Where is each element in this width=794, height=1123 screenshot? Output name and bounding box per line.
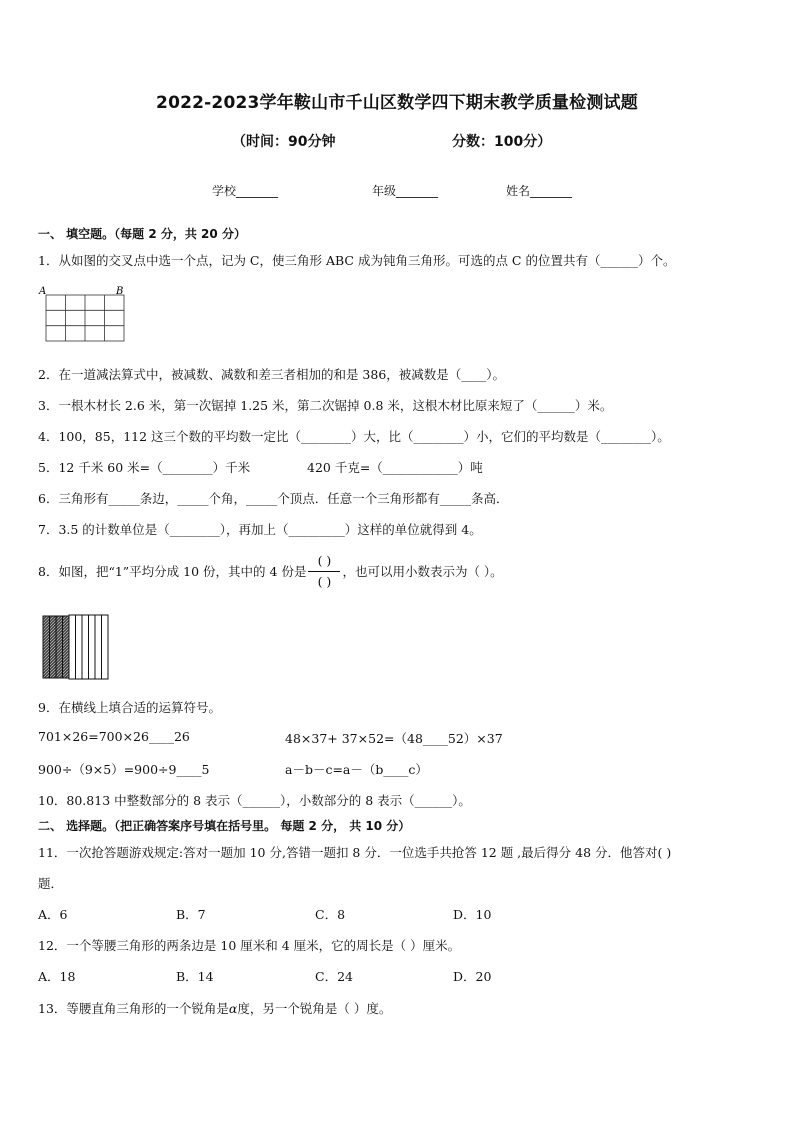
section-2-heading: 二、 选择题。（把正确答案序号填在括号里。 每题 2 分， 共 10 分） [38,819,411,833]
question-9a: 701×26=700×26____26 [38,729,190,744]
question-9c: 900÷（9×5）=900÷9____5 [38,762,210,777]
question-9: 9．在横线上填合适的运算符号。 [38,700,221,715]
q12-option-a[interactable]: A．18 [38,969,76,984]
question-13-text: 13．等腰直角三角形的一个锐角是 [38,1001,229,1016]
q11-option-d[interactable]: D．10 [453,907,492,922]
q12-option-d[interactable]: D．20 [453,969,492,984]
school-field[interactable]: 学校_______ [212,184,279,198]
q11-option-a[interactable]: A．6 [38,907,68,922]
page-title: 2022-2023学年鞍山市千山区数学四下期末教学质量检测试题 [156,93,638,113]
question-1: 1．从如图的交叉点中选一个点，记为 C，使三角形 ABC 成为钝角三角形。可选的点 C 的位置共有（______）个。 [38,253,676,268]
tenths-figure [42,613,112,681]
time-label: （时间：90分钟 [232,134,336,150]
q12-option-c[interactable]: C．24 [315,969,353,984]
fraction-bar [308,571,340,572]
question-5b: 420 千克=（____________）吨 [307,460,483,475]
question-12: 12．一个等腰三角形的两条边是 10 厘米和 4 厘米，它的周长是（ ）厘米。 [38,938,461,953]
fraction-denominator: ( ) [317,573,332,589]
question-10: 10．80.813 中整数部分的 8 表示（______），小数部分的 8 表示（______）。 [38,793,471,808]
question-9d: a－b－c=a－（b____c） [285,762,428,777]
q11-option-c[interactable]: C．8 [315,907,346,922]
fraction-blank[interactable] [308,553,340,590]
grid-label-a: A [39,286,47,297]
q12-option-b[interactable]: B．14 [176,969,214,984]
question-5a: 5．12 千米 60 米=（________）千米 [38,460,251,475]
q11-option-b[interactable]: B．7 [176,907,206,922]
question-13 [38,999,391,1017]
question-8-tail: ，也可以用小数表示为（ ）。 [342,564,503,579]
score-label: 分数：100分） [452,134,552,150]
question-3: 3．一根木材长 2.6 米，第一次锯掉 1.25 米，第二次锯掉 0.8 米，这根木材比原来短了（______）米。 [38,398,613,413]
grid-label-b: B [116,286,124,297]
section-1-heading: 一、 填空题。（每题 2 分，共 20 分） [38,227,246,241]
question-11: 11．一次抢答题游戏规定:答对一题加 10 分,答错一题扣 8 分．一位选手共抢答 12 题 ,最后得分 48 分．他答对( ) [38,845,672,860]
grade-field[interactable]: 年级_______ [372,184,439,198]
question-2: 2．在一道减法算式中，被减数、减数和差三者相加的和是 386，被减数是（____）。 [38,367,506,382]
question-4: 4．100，85，112 这三个数的平均数一定比（________）大，比（________）小，它们的平均数是（________）。 [38,429,670,444]
question-6: 6．三角形有_____条边，_____个角，_____个顶点．任意一个三角形都有_____条高． [38,491,509,506]
question-8 [38,551,503,591]
alpha-symbol: α [228,1001,238,1016]
question-13-tail: 度，另一个锐角是（ ）度。 [237,1001,392,1016]
name-field[interactable]: 姓名_______ [506,184,573,198]
fraction-numerator: ( ) [317,552,332,568]
question-9b: 48×37+ 37×52=（48____52）×37 [285,731,503,746]
question-11-cont: 题． [38,876,64,891]
question-7: 7．3.5 的计数单位是（________），再加上（_________）这样的单位就得到 4。 [38,522,482,537]
grid-figure [36,283,136,345]
question-8-text: 8．如图，把“1”平均分成 10 份，其中的 4 份是 [38,564,307,579]
